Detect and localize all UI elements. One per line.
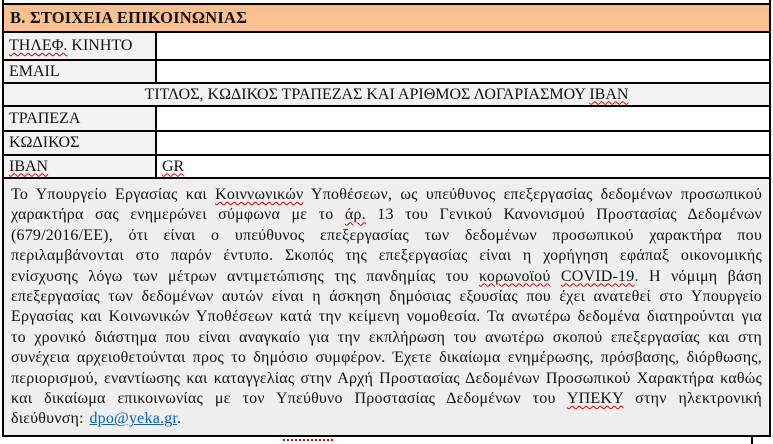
clipped-spellcheck-squiggle: [283, 439, 333, 441]
field-row-bank-code: [4, 132, 769, 156]
contact-details-form-table: [2, 3, 771, 437]
mobile-phone-label-rest: ΚΙΝΗΤΟ: [67, 37, 133, 54]
bank-section-title-iban: IBAN: [589, 85, 629, 103]
iban-label: IBAN: [9, 157, 49, 175]
field-row-iban: [4, 156, 769, 179]
clipped-content-below-remnant: [0, 437, 773, 444]
field-row-bank: [4, 107, 769, 132]
bank-code-input-cell[interactable]: [157, 132, 769, 154]
mobile-phone-label-flagged: ΤΗΛΕΦ.: [9, 37, 68, 54]
iban-input-cell[interactable]: [157, 156, 769, 177]
notice-text-run: στην ηλεκτρονική διεύθυνση:: [11, 390, 762, 428]
section-header-bank-details: [4, 84, 769, 107]
field-row-email: [4, 61, 769, 84]
notice-text-run: . Η νόμιμη βάση επεξεργασίας των δεδομένων αυτών είναι η άσκηση δημόσιας εξουσίας που έχει ανατεθεί στο Υπουργείο Εργασίας και Κοινωνικών Υποθέσεων κατά την κείμενη νομοθεσία. Τα ανωτέρω δεδομένα διατηρούνται για το χρονικό διάστημα που είναι αναγκαίο για την εκπλήρωση του ανωτέρω σκοπού επεξεργασίας και στη συνέχεια αρχειοθετούνται προς το δημόσιο συμφέρον. Έχετε δικαίωμα ενημέρωσης, πρόσβασης, διόρθωσης, περιορισμού, εναντίωσης και καταγγελίας στην Αρχή Προστασίας Δεδομένων Προσωπικού Χαρακτήρα καθώς και δικαίωμα επικοινωνίας με τον Υπεύθυνο Προστασίας Δεδομένων του: [11, 267, 762, 408]
mobile-phone-label-cell: [4, 33, 157, 59]
bank-label: ΤΡΑΠΕΖΑ: [9, 109, 81, 127]
bank-label-cell: [4, 107, 157, 130]
notice-text-run: .: [177, 410, 182, 428]
section-header-contact-details: [4, 5, 769, 33]
misspelled-word-ar: άρ.: [344, 206, 366, 224]
misspelled-word-ypeky: ΥΠΕΚΥ: [566, 390, 624, 408]
iban-value-gr-prefix: GR: [162, 157, 185, 175]
email-label: EMAIL: [9, 62, 60, 80]
mobile-phone-input-cell[interactable]: [157, 33, 769, 59]
notice-text-run: [551, 268, 561, 285]
notice-text-run: 13 του Γενικού Κανονισμού Προστασίας Δεδομένων (679/2016/ΕΕ), ότι είναι ο υπεύθυνος επεξεργασίας των δεδομένων προσωπικού χαρακτήρα που περιλαμβάνονται στο παρόν έντυπο. Σκοπός της επεξεργασίας είναι η χορήγηση εφάπαξ οικονομικής ενίσχυσης λόγω των μέτρων αντιμετώπισης της πανδημίας του: [11, 206, 762, 285]
bank-input-cell[interactable]: [157, 107, 769, 130]
notice-text-run: Το Υπουργείο Εργασίας και: [11, 186, 216, 203]
bank-code-label-cell: [4, 132, 157, 154]
misspelled-word-koronoiou: κορωνοϊού: [479, 267, 551, 285]
dpo-email-link[interactable]: dpo@yeka.gr: [89, 410, 178, 428]
email-label-cell: [4, 61, 157, 82]
email-input-cell[interactable]: [157, 61, 769, 82]
bank-code-label: ΚΩΔΙΚΟΣ: [9, 134, 80, 151]
misspelled-word-koinnonikon: Κοιννωνικών: [215, 186, 304, 203]
misspelled-word-covid19: COVID-19: [560, 267, 635, 285]
bank-section-title: ΤΙΤΛΟΣ, ΚΩΔΙΚΟΣ ΤΡΑΠΕΖΑΣ ΚΑΙ ΑΡΙΘΜΟΣ ΛΟΓΑΡΙΑΣΜΟΥ: [144, 85, 590, 103]
notice-text-run: Υποθέσεων, ως υπεύθυνος επεξεργασίας δεδομένων προσωπικού χαρακτήρα σας ενημερώνει σύμφωνα με το: [11, 186, 763, 224]
field-row-mobile-phone: [4, 33, 769, 61]
clipped-border-tick-bottom-right: [751, 437, 753, 444]
section-title-contact: Β. ΣΤΟΙΧΕΙΑ ΕΠΙΚΟΙΝΩΝΙΑΣ: [10, 8, 248, 27]
iban-label-cell: [4, 156, 157, 177]
privacy-notice-paragraph: [4, 179, 769, 435]
